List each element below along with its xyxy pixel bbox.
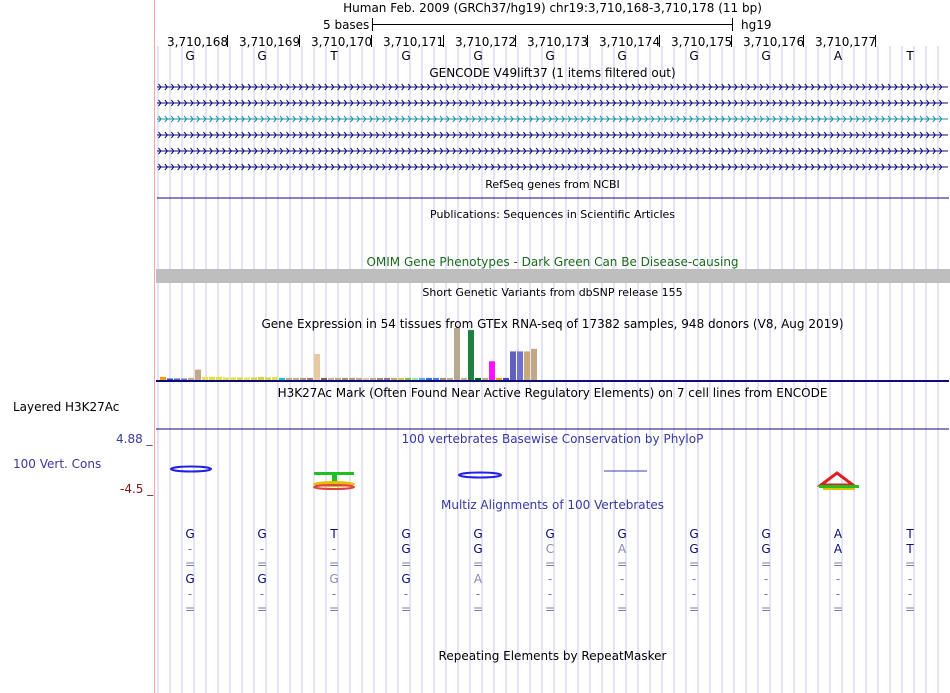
alignment-base-dog: G [401,572,411,586]
gtex-bar [286,378,292,380]
alignment-base-rhesus: G [689,542,699,556]
gtex-bar [314,354,320,380]
base-letter: T [330,49,338,63]
gtex-bar [454,328,460,380]
base-letter: G [257,49,267,63]
gtex-bar [377,378,383,380]
track-label-column [0,0,154,693]
alignment-base-mouse: = [616,557,628,571]
coordinate-label: 3,710,176 [743,35,805,49]
alignment-base-chicken: = [472,602,484,616]
alignment-base-rhesus: - [187,542,193,556]
gtex-bar [195,370,201,380]
alignment-base-human: T [906,527,914,541]
multiz-track-title: Multiz Alignments of 100 Vertebrates [440,498,665,512]
gtex-bar [426,378,432,380]
coordinate-tick [731,35,732,47]
h3k27ac-track-title: H3K27Ac Mark (Often Found Near Active Regulatory Elements) on 7 cell lines from ENCODE [277,386,828,400]
coordinate-label: 3,710,175 [671,35,733,49]
alignment-base-dog: G [329,572,339,586]
coordinate-label: 3,710,174 [599,35,661,49]
alignment-base-dog: G [257,572,267,586]
alignment-base-rhesus: C [545,542,555,556]
alignment-base-chicken: = [616,602,628,616]
gtex-bar [398,378,404,380]
gtex-bar [167,379,173,381]
gtex-bar [265,377,271,380]
alignment-base-mouse: = [184,557,196,571]
alignment-base-dog: - [691,572,697,586]
gtex-bar [391,378,397,380]
alignment-base-human: G [761,527,771,541]
window-position-text: Human Feb. 2009 (GRCh37/hg19) chr19:3,710,168-3,710,178 (11 bp) [343,1,762,15]
gtex-bar [433,378,439,380]
phylop-glyph [819,485,859,488]
gtex-bar [160,377,166,380]
phylop-glyph [171,467,211,472]
gtex-bar [412,378,418,380]
alignment-base-elephant: - [835,587,841,601]
gtex-bar [342,378,348,380]
gtex-bar [174,378,180,380]
gtex-bar [258,377,264,380]
gtex-bar [181,378,187,380]
gtex-bar [237,377,243,380]
gtex-bar [202,377,208,380]
gtex-bar [419,378,425,380]
coordinate-label: 3,710,177 [815,35,877,49]
phylop-glyph [459,473,501,478]
gtex-bar [482,378,488,380]
alignment-base-human: G [617,527,627,541]
alignment-base-chicken: = [184,602,196,616]
base-letter: G [473,49,483,63]
gtex-bar [517,351,523,380]
base-letter: G [545,49,555,63]
publications-track-title: Publications: Sequences in Scientific Articles [430,208,675,221]
alignment-base-chicken: = [544,602,556,616]
phylop-min-label: -4.5 _ [120,482,154,496]
base-letter: G [617,49,627,63]
gtex-bar [384,378,390,380]
alignment-base-mouse: = [472,557,484,571]
gtex-bar [279,378,285,380]
coordinate-tick [515,35,516,47]
phylop-track-title: 100 vertebrates Basewise Conservation by PhyloP [401,432,704,446]
assembly-label: hg19 [741,18,772,32]
gtex-bar [230,377,236,380]
alignment-base-human: A [833,527,843,541]
alignment-base-elephant: - [331,587,337,601]
alignment-base-mouse: = [400,557,412,571]
gtex-bar [244,377,250,380]
gtex-bar [496,378,502,380]
h3k27ac-label[interactable]: Layered H3K27Ac [13,400,120,414]
gtex-bar [335,378,341,380]
base-letter: G [185,49,195,63]
alignment-base-rhesus: - [259,542,265,556]
gtex-bar [475,378,481,380]
coordinate-tick [299,35,300,47]
alignment-base-elephant: - [403,587,409,601]
gtex-bar [349,378,355,380]
gtex-bar [300,378,306,380]
alignment-base-elephant: - [547,587,553,601]
base-letter: G [401,49,411,63]
base-letter: A [833,49,843,63]
alignment-base-elephant: - [619,587,625,601]
alignment-base-human: G [545,527,555,541]
phylop-track-label[interactable]: 100 Vert. Cons [13,457,102,471]
coordinate-tick [587,35,588,47]
coordinate-label: 3,710,170 [311,35,373,49]
alignment-base-human: G [401,527,411,541]
gtex-bar [216,377,222,380]
genome-browser-image[interactable] [155,0,950,693]
alignment-base-rhesus: - [331,542,337,556]
alignment-base-mouse: = [256,557,268,571]
gtex-bar [188,378,194,380]
alignment-base-dog: G [185,572,195,586]
alignment-base-mouse: = [832,557,844,571]
gtex-bar [209,377,215,380]
base-letter: G [689,49,699,63]
omim-track-title: OMIM Gene Phenotypes - Dark Green Can Be Disease-causing [366,255,739,269]
coordinate-tick [371,35,372,47]
alignment-base-chicken: = [328,602,340,616]
gtex-bar [405,378,411,380]
gtex-bar [363,378,369,380]
gtex-bar [293,378,299,380]
scale-bar-label: 5 bases [323,18,370,32]
gtex-track-title: Gene Expression in 54 tissues from GTEx RNA-seq of 17382 samples, 948 donors (V8, Aug 2019) [261,317,844,331]
scale-bar-right-cap [732,18,733,31]
alignment-base-mouse: = [544,557,556,571]
alignment-base-human: G [185,527,195,541]
phylop-max-label: 4.88 _ [116,432,153,446]
coordinate-label: 3,710,169 [239,35,301,49]
gtex-bar [510,351,516,380]
gtex-bar [356,378,362,380]
gtex-bar [251,377,257,380]
alignment-base-chicken: = [904,602,916,616]
alignment-base-rhesus: G [473,542,483,556]
refseq-track-title: RefSeq genes from NCBI [485,178,620,191]
gtex-bar [321,378,327,380]
dbsnp-track-title: Short Genetic Variants from dbSNP release 155 [422,286,683,299]
alignment-base-rhesus: A [617,542,627,556]
coordinate-tick [875,35,876,47]
alignment-base-human: G [689,527,699,541]
alignment-base-chicken: = [256,602,268,616]
alignment-base-elephant: - [259,587,265,601]
gtex-bar [524,351,530,380]
coordinate-tick [443,35,444,47]
coordinate-label: 3,710,171 [383,35,445,49]
coordinate-label: 3,710,168 [167,35,229,49]
alignment-base-dog: A [473,572,483,586]
alignment-base-chicken: = [832,602,844,616]
alignment-base-mouse: = [328,557,340,571]
alignment-base-human: G [473,527,483,541]
phylop-glyph [821,473,853,485]
alignment-base-elephant: - [187,587,193,601]
gtex-bar [489,361,495,380]
alignment-base-dog: - [619,572,625,586]
alignment-base-rhesus: A [833,542,843,556]
alignment-base-mouse: = [688,557,700,571]
alignment-base-dog: - [547,572,553,586]
coordinate-label: 3,710,173 [527,35,589,49]
alignment-base-dog: - [907,572,913,586]
alignment-base-elephant: - [691,587,697,601]
alignment-base-dog: - [763,572,769,586]
repeatmasker-track-title: Repeating Elements by RepeatMasker [438,649,667,663]
alignment-base-rhesus: T [906,542,914,556]
alignment-base-human: T [330,527,338,541]
coordinate-tick [659,35,660,47]
coordinate-tick [227,35,228,47]
gtex-bar [461,378,467,380]
alignment-base-mouse: = [760,557,772,571]
gencode-track-title: GENCODE V49lift37 (1 items filtered out) [429,66,676,80]
gtex-bar [307,378,313,380]
alignment-base-human: G [257,527,267,541]
gtex-bar [370,378,376,380]
coordinate-tick [803,35,804,47]
gtex-bar [272,377,278,380]
alignment-base-elephant: - [475,587,481,601]
gtex-bar [503,378,509,380]
alignment-base-rhesus: G [761,542,771,556]
scale-bar [372,24,732,25]
alignment-base-chicken: = [688,602,700,616]
omim-gene-bar [156,269,950,283]
alignment-base-elephant: - [763,587,769,601]
gtex-bar [223,377,229,380]
gtex-bar [440,378,446,380]
gtex-bar [531,349,537,380]
alignment-base-mouse: = [904,557,916,571]
base-letter: G [761,49,771,63]
scale-bar-left-cap [372,18,373,31]
coordinate-label: 3,710,172 [455,35,517,49]
gtex-bar [468,330,474,380]
alignment-base-elephant: - [907,587,913,601]
gtex-bar [328,378,334,380]
alignment-base-rhesus: G [401,542,411,556]
gtex-bar [447,378,453,380]
phylop-glyph [823,488,855,490]
alignment-base-dog: - [835,572,841,586]
alignment-base-chicken: = [760,602,772,616]
base-letter: T [906,49,914,63]
alignment-base-chicken: = [400,602,412,616]
